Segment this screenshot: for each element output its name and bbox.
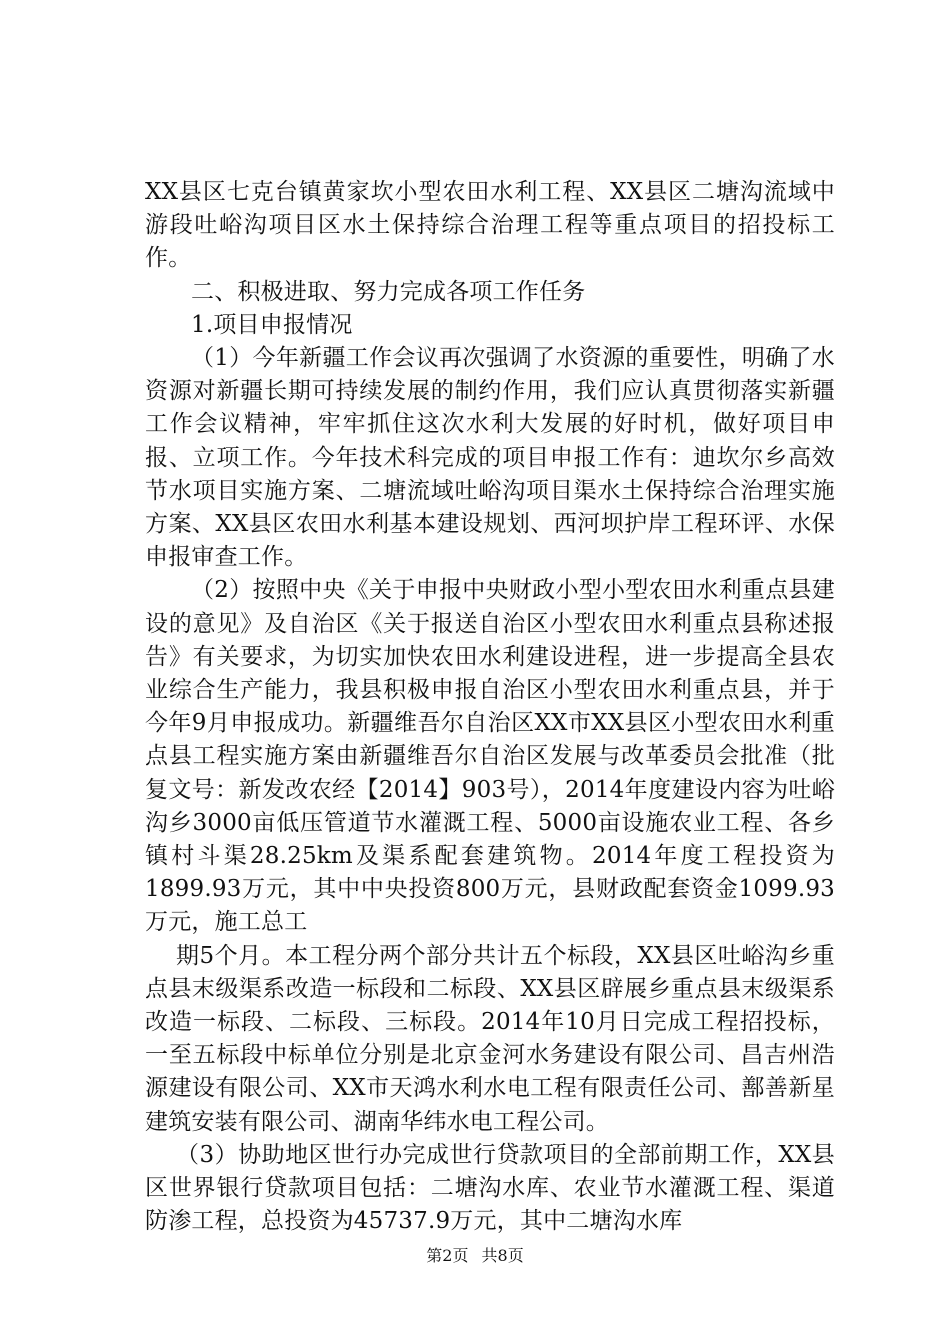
section-heading: 二、积极进取、努力完成各项工作任务 bbox=[191, 278, 586, 305]
paragraph-item-2: （2）按照中央《关于申报中央财政小型小型农田水利重点县建设的意见》及自治区《关于报送自治区小型农田水利重点县称述报告》有关要求，为切实加快农田水利建设进程，进一步提高全县农业综合生产能力，我县积极申报自治区小型农田水利重点县，并于今年9月申报成功。新疆维吾尔自治区XX市XX县区小型农田水利重点县工程实施方案由新疆维吾尔自治区发展与改革委员会批准（批复文号：新发改农经【2014】903号），2014年度建设内容为吐峪沟乡3000亩低压管道节水灌溉工程、5000亩设施农业工程、各乡镇村斗渠28.25km及渠系配套建筑物。2014年度工程投资为1899.93万元，其中中央投资800万元，县财政配套资金1099.93万元，施工总工 bbox=[145, 577, 835, 936]
page-number: 第2页 bbox=[426, 1246, 469, 1265]
paragraph-item-3: （3）协助地区世行办完成世行贷款项目的全部前期工作，XX县区世界银行贷款项目包括：二塘沟水库、农业节水灌溉工程、渠道防渗工程，总投资为45737.9万元，其中二塘沟水库 bbox=[145, 1141, 835, 1235]
paragraph-item-2-continued: 期5个月。本工程分两个部分共计五个标段，XX县区吐峪沟乡重点县末级渠系改造一标段和二标段、XX县区辟展乡重点县末级渠系改造一标段、二标段、三标段。2014年10月日完成工程招投标，一至五标段中标单位分别是北京金河水务建设有限公司、昌吉州浩源建设有限公司、XX市天鸿水利水电工程有限责任公司、鄯善新星建筑安装有限公司、湖南华纬水电工程公司。 bbox=[145, 942, 835, 1135]
paragraph-item-1: （1）今年新疆工作会议再次强调了水资源的重要性，明确了水资源对新疆长期可持续发展的制约作用，我们应认真贯彻落实新疆工作会议精神，牢牢抓住这次水利大发展的好时机，做好项目申报、立项工作。今年技术科完成的项目申报工作有：迪坎尔乡高效节水项目实施方案、二塘流域吐峪沟项目渠水土保持综合治理实施方案、XX县区农田水利基本建设规划、西河坝护岸工程环评、水保申报审查工作。 bbox=[145, 345, 835, 571]
paragraph-continuation: XX县区七克台镇黄家坎小型农田水利工程、XX县区二塘沟流域中游段吐峪沟项目区水土保持综合治理工程等重点项目的招投标工作。 bbox=[145, 179, 835, 272]
page-total: 共8页 bbox=[481, 1246, 524, 1265]
page-footer bbox=[0, 1243, 950, 1266]
document-body bbox=[145, 176, 835, 1239]
subsection-heading: 1.项目申报情况 bbox=[191, 311, 353, 338]
